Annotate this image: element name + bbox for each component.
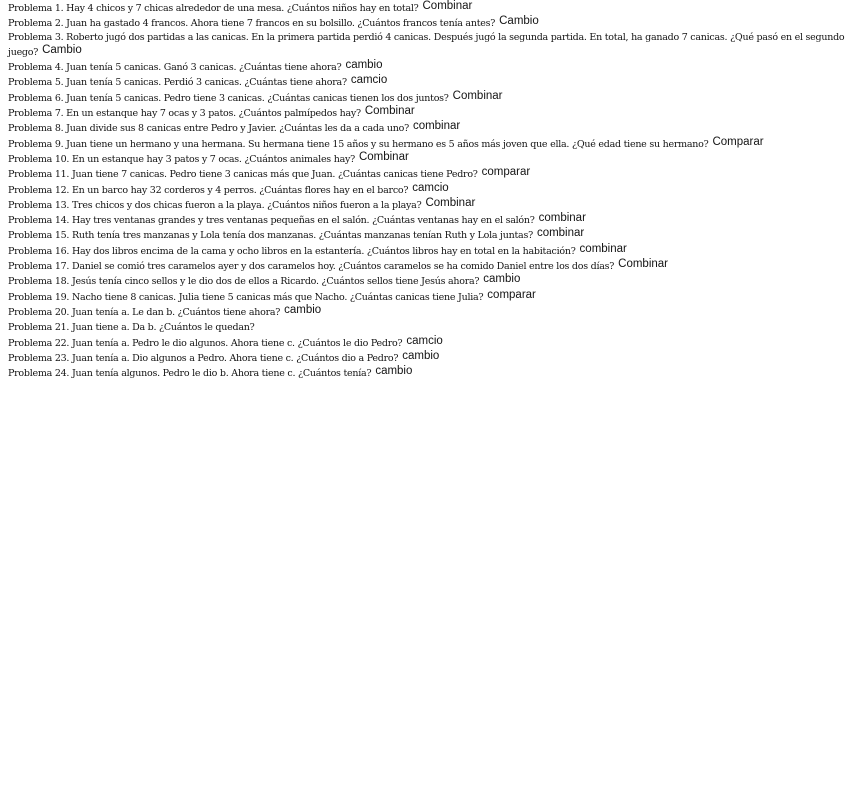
problem-6 bbox=[8, 90, 848, 105]
problem-text: Problema 9. Juan tiene un hermano y una hermana. Su hermana tiene 15 años y su hermano es 5 años más joven que ella. ¿Qué edad tiene su hermano? bbox=[8, 138, 709, 150]
problem-category-tag: Combinar bbox=[618, 258, 668, 271]
problem-category-tag: camcio bbox=[412, 181, 449, 194]
problem-text: Problema 10. En un estanque hay 3 patos y 7 ocas. ¿Cuántos animales hay? bbox=[8, 153, 355, 165]
problem-category-tag: cambio bbox=[284, 303, 322, 316]
problem-category-tag: camcio bbox=[406, 334, 443, 347]
problem-category-tag: comparar bbox=[481, 166, 531, 179]
problem-text: Problema 17. Daniel se comió tres caramelos ayer y dos caramelos hoy. ¿Cuántos caramelos se ha comido Daniel entre los dos días? bbox=[8, 261, 615, 273]
problem-category-tag: combinar bbox=[579, 242, 627, 255]
problem-text: Problema 1. Hay 4 chicos y 7 chicas alrededor de una mesa. ¿Cuántos niños hay en total? bbox=[8, 3, 419, 14]
problem-text: Problema 8. Juan divide sus 8 canicas entre Pedro y Javier. ¿Cuántas les da a cada uno? bbox=[8, 123, 409, 135]
problem-text: Problema 15. Ruth tenía tres manzanas y Lola tenía dos manzanas. ¿Cuántas manzanas tenían Ruth y Lola juntas? bbox=[8, 230, 533, 242]
problem-text: Problema 5. Juan tenía 5 canicas. Perdió 3 canicas. ¿Cuántas tiene ahora? bbox=[8, 77, 347, 89]
problem-8 bbox=[8, 120, 848, 135]
problem-category-tag: comparar bbox=[487, 288, 536, 301]
problem-1 bbox=[8, 0, 848, 15]
problem-14 bbox=[8, 212, 848, 227]
problem-4 bbox=[8, 59, 848, 74]
problem-text: Problema 22. Juan tenía a. Pedro le dio algunos. Ahora tiene c. ¿Cuántos le dio Pedro? bbox=[8, 337, 403, 349]
problem-text: Problema 11. Juan tiene 7 canicas. Pedro tiene 3 canicas más que Juan. ¿Cuántas canicas tiene Pedro? bbox=[8, 169, 478, 181]
problem-3 bbox=[8, 31, 848, 60]
problem-23 bbox=[8, 350, 848, 365]
problem-text: Problema 16. Hay dos libros encima de la cama y ocho libros en la estantería. ¿Cuántos libros hay en total en la habitación? bbox=[8, 245, 576, 257]
problem-category-tag: Comparar bbox=[712, 135, 764, 148]
problem-category-tag: camcio bbox=[350, 74, 388, 87]
problem-text: Problema 3. Roberto jugó dos partidas a las canicas. En la primera partida perdió 4 canicas. Después jugó la segunda partida. En total, ha ganado 7 canicas. ¿Qué pasó en el segundo juego? bbox=[8, 31, 845, 58]
problem-text: Problema 6. Juan tenía 5 canicas. Pedro tiene 3 canicas. ¿Cuántas canicas tienen los dos juntos? bbox=[8, 92, 449, 104]
problem-text: Problema 12. En un barco hay 32 corderos y 4 perros. ¿Cuántas flores hay en el barco? bbox=[8, 184, 409, 196]
problem-5 bbox=[8, 74, 848, 89]
problem-16 bbox=[8, 243, 848, 258]
problem-text: Problema 13. Tres chicos y dos chicas fueron a la playa. ¿Cuántos niños fueron a la playa? bbox=[8, 199, 422, 211]
problem-15 bbox=[8, 227, 848, 242]
problem-category-tag: cambio bbox=[483, 273, 521, 286]
problem-category-tag: Combinar bbox=[425, 196, 476, 209]
problem-text: Problema 14. Hay tres ventanas grandes y tres ventanas pequeñas en el salón. ¿Cuántas ventanas hay en el salón? bbox=[8, 215, 535, 227]
problem-category-tag: Combinar bbox=[452, 89, 503, 102]
problem-text: Problema 23. Juan tenía a. Dio algunos a Pedro. Ahora tiene c. ¿Cuántos dio a Pedro? bbox=[8, 352, 399, 364]
problem-7 bbox=[8, 105, 848, 120]
problem-text: Problema 4. Juan tenía 5 canicas. Ganó 3 canicas. ¿Cuántas tiene ahora? bbox=[8, 62, 342, 74]
problem-category-tag: Cambio bbox=[42, 43, 82, 56]
problem-text: Problema 24. Juan tenía algunos. Pedro le dio b. Ahora tiene c. ¿Cuántos tenía? bbox=[8, 368, 372, 380]
problem-24 bbox=[8, 365, 848, 380]
problem-category-tag: Combinar bbox=[422, 0, 473, 12]
problem-category-tag: cambio bbox=[375, 365, 413, 378]
problem-20 bbox=[8, 304, 848, 319]
problem-18 bbox=[8, 273, 848, 288]
problem-category-tag: cambio bbox=[345, 59, 383, 72]
problem-category-tag: combinar bbox=[538, 212, 586, 225]
problem-text: Problema 2. Juan ha gastado 4 francos. Ahora tiene 7 francos en su bolsillo. ¿Cuántos francos tenía antes? bbox=[8, 18, 496, 30]
problem-category-tag: Combinar bbox=[358, 150, 409, 163]
problem-category-tag: combinar bbox=[412, 120, 461, 133]
problem-13 bbox=[8, 197, 848, 212]
problem-22 bbox=[8, 335, 848, 350]
problem-text: Problema 7. En un estanque hay 7 ocas y 3 patos. ¿Cuántos palmípedos hay? bbox=[8, 108, 361, 120]
problem-text: Problema 18. Jesús tenía cinco sellos y le dio dos de ellos a Ricardo. ¿Cuántos sellos tiene Jesús ahora? bbox=[8, 276, 480, 288]
problem-19 bbox=[8, 289, 848, 304]
problem-9 bbox=[8, 136, 848, 151]
problem-category-tag: Combinar bbox=[364, 105, 415, 118]
problem-17 bbox=[8, 258, 848, 273]
problem-11 bbox=[8, 166, 848, 181]
problem-category-tag: Cambio bbox=[499, 15, 539, 28]
problem-category-tag: combinar bbox=[536, 227, 585, 240]
problem-text: Problema 21. Juan tiene a. Da b. ¿Cuántos le quedan? bbox=[8, 322, 255, 334]
problem-2 bbox=[8, 15, 848, 30]
problem-category-tag: cambio bbox=[402, 349, 440, 362]
problem-10 bbox=[8, 151, 848, 166]
problem-text: Problema 20. Juan tenía a. Le dan b. ¿Cuántos tiene ahora? bbox=[8, 306, 281, 318]
problem-12 bbox=[8, 182, 848, 197]
problem-21 bbox=[8, 319, 848, 334]
problem-text: Problema 19. Nacho tiene 8 canicas. Julia tiene 5 canicas más que Nacho. ¿Cuántas canicas tiene Julia? bbox=[8, 291, 484, 303]
